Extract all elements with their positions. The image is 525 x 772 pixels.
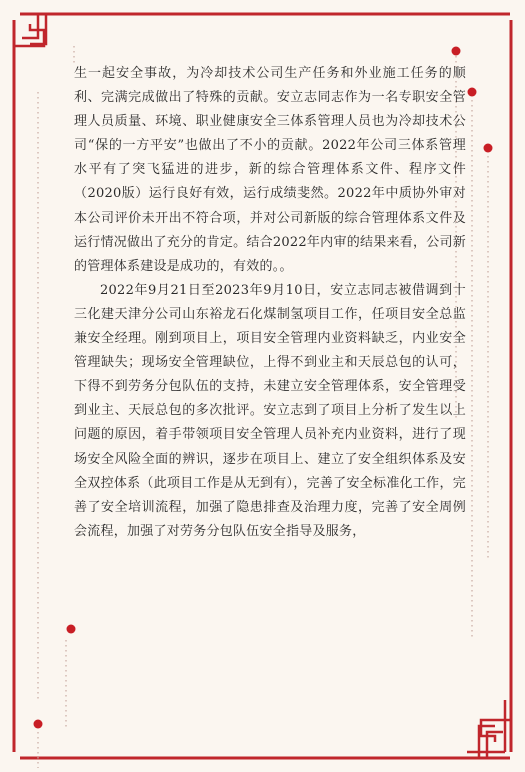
paragraph-continuation: 生一起安全事故，为冷却技术公司生产任务和外业施工任务的顺利、完满完成做出了特殊的贡献。安立志同志作为一名专职安全管理人员质量、环境、职业健康安全三体系管理人员也为冷却技术公司“保的一方平安”也做出了不小的贡献。2022年公司三体系管理水平有了突飞猛进的进步，新的综合管理体系文件、程序文件（2020版）运行良好有效，运行成绩斐然。2022年中质协外审对本公司评价未开出不符合项，并对公司新版的综合管理体系文件及运行情况做出了充分的肯定。结合2022年内审的结果来看，公司新的管理体系建设是成功的，有效的。。: [74, 66, 466, 274]
decor-dot: [484, 144, 493, 153]
paragraph-secondment: 2022年9月21日至2023年9月10日，安立志同志被借调到十三化建天津分公司山东裕龙石化煤制氢项目工作，任项目安全总监兼安全经理。刚到项目上，项目安全管理内业资料缺乏，内业安全管理缺失；现场安全管理缺位，上得不到业主和天辰总包的认可，下得不到劳务分包队伍的支持，未建立安全管理体系，安全管理受到业主、天辰总包的多次批评。安立志到了项目上分析了发生以上问题的原因，着手带领项目安全管理人员补充内业资料，进行了现场安全风险全面的辨识，逐步在项目上、建立了安全组织体系及安全双控体系（此项目工作是从无到有），完善了安全标准化工作，完善了安全培训流程，加强了隐患排查及治理力度，完善了安全周例会流程，加强了对劳务分包队伍安全指导及服务，: [74, 282, 466, 539]
decor-dot: [67, 625, 76, 634]
document-body: [74, 62, 466, 544]
corner-ornament-bottom-right: [467, 700, 511, 758]
decor-dot: [452, 47, 461, 56]
decor-dot: [34, 720, 43, 729]
corner-ornament-top-left: [14, 14, 46, 46]
decor-dot: [468, 88, 477, 97]
